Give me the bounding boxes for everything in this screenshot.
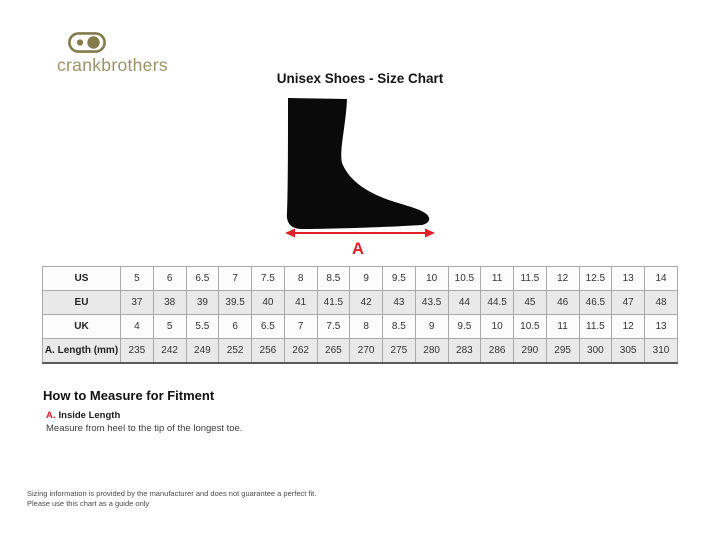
size-table-row: [43, 267, 678, 291]
size-cell: 10.5: [448, 267, 481, 291]
size-cell: 40: [252, 291, 285, 315]
size-cell: 265: [317, 339, 350, 363]
size-cell: 38: [153, 291, 186, 315]
measure-item: [46, 410, 120, 421]
disclaimer-line-2: Please use this chart as a guide only: [27, 499, 150, 508]
size-cell: 7: [284, 315, 317, 339]
size-cell: 295: [546, 339, 579, 363]
brand-name: crankbrothers: [57, 55, 168, 75]
size-cell: 43.5: [415, 291, 448, 315]
size-cell: 46: [546, 291, 579, 315]
size-cell: 13: [645, 315, 678, 339]
measure-arrow: [285, 229, 435, 238]
size-table-row: [43, 339, 678, 363]
size-cell: 310: [645, 339, 678, 363]
size-cell: 42: [350, 291, 383, 315]
size-cell: 7.5: [252, 267, 285, 291]
size-cell: 6.5: [252, 315, 285, 339]
size-cell: 7.5: [317, 315, 350, 339]
size-cell: 270: [350, 339, 383, 363]
size-cell: 41.5: [317, 291, 350, 315]
size-cell: 256: [252, 339, 285, 363]
size-cell: 48: [645, 291, 678, 315]
size-cell: 47: [612, 291, 645, 315]
size-row-label: A. Length (mm): [43, 339, 121, 363]
size-cell: 11.5: [579, 315, 612, 339]
size-cell: 46.5: [579, 291, 612, 315]
page-title: Unisex Shoes - Size Chart: [276, 71, 444, 86]
size-cell: 6: [219, 315, 252, 339]
size-table-row: [43, 291, 678, 315]
measure-item-title: Inside Length: [58, 410, 121, 421]
size-cell: 9: [350, 267, 383, 291]
size-cell: 235: [121, 339, 154, 363]
size-cell: 44: [448, 291, 481, 315]
brand-logo: [57, 32, 168, 76]
size-cell: 290: [514, 339, 547, 363]
size-cell: 6.5: [186, 267, 219, 291]
size-cell: 11.5: [514, 267, 547, 291]
size-cell: 14: [645, 267, 678, 291]
size-cell: 37: [121, 291, 154, 315]
size-table-body: [43, 267, 678, 363]
size-cell: 44.5: [481, 291, 514, 315]
size-cell: 305: [612, 339, 645, 363]
size-cell: 8: [350, 315, 383, 339]
size-cell: 43: [383, 291, 416, 315]
size-cell: 242: [153, 339, 186, 363]
size-cell: 45: [514, 291, 547, 315]
measure-arrow-label: A: [352, 240, 364, 258]
foot-silhouette: [287, 98, 429, 229]
size-cell: 9.5: [383, 267, 416, 291]
size-cell: 11: [481, 267, 514, 291]
size-cell: 5: [121, 267, 154, 291]
size-row-label: US: [43, 267, 121, 291]
size-cell: 286: [481, 339, 514, 363]
size-cell: 8: [284, 267, 317, 291]
size-cell: 8.5: [317, 267, 350, 291]
size-cell: 12: [612, 315, 645, 339]
measure-item-description: Measure from heel to the tip of the longest toe.: [46, 423, 243, 434]
measure-item-letter: A.: [46, 410, 56, 421]
size-cell: 6: [153, 267, 186, 291]
size-cell: 39.5: [219, 291, 252, 315]
size-cell: 13: [612, 267, 645, 291]
size-cell: 39: [186, 291, 219, 315]
size-cell: 5.5: [186, 315, 219, 339]
size-cell: 9.5: [448, 315, 481, 339]
size-cell: 7: [219, 267, 252, 291]
size-cell: 280: [415, 339, 448, 363]
size-chart-table: [42, 266, 678, 364]
size-cell: 252: [219, 339, 252, 363]
size-cell: 41: [284, 291, 317, 315]
size-cell: 262: [284, 339, 317, 363]
size-cell: 249: [186, 339, 219, 363]
size-cell: 300: [579, 339, 612, 363]
measure-heading: How to Measure for Fitment: [43, 388, 215, 403]
foot-measure-diagram: [275, 95, 440, 260]
size-cell: 8.5: [383, 315, 416, 339]
size-cell: 10: [481, 315, 514, 339]
size-cell: 275: [383, 339, 416, 363]
size-cell: 9: [415, 315, 448, 339]
crank-pill-icon: [68, 32, 106, 53]
size-cell: 4: [121, 315, 154, 339]
size-cell: 283: [448, 339, 481, 363]
size-cell: 10: [415, 267, 448, 291]
size-row-label: UK: [43, 315, 121, 339]
size-cell: 10.5: [514, 315, 547, 339]
size-table-row: [43, 315, 678, 339]
disclaimer-line-1: Sizing information is provided by the manufacturer and does not guarantee a perfect fit.: [27, 489, 317, 498]
size-row-label: EU: [43, 291, 121, 315]
disclaimer: [27, 489, 316, 509]
size-cell: 12: [546, 267, 579, 291]
size-cell: 12.5: [579, 267, 612, 291]
size-cell: 11: [546, 315, 579, 339]
size-cell: 5: [153, 315, 186, 339]
